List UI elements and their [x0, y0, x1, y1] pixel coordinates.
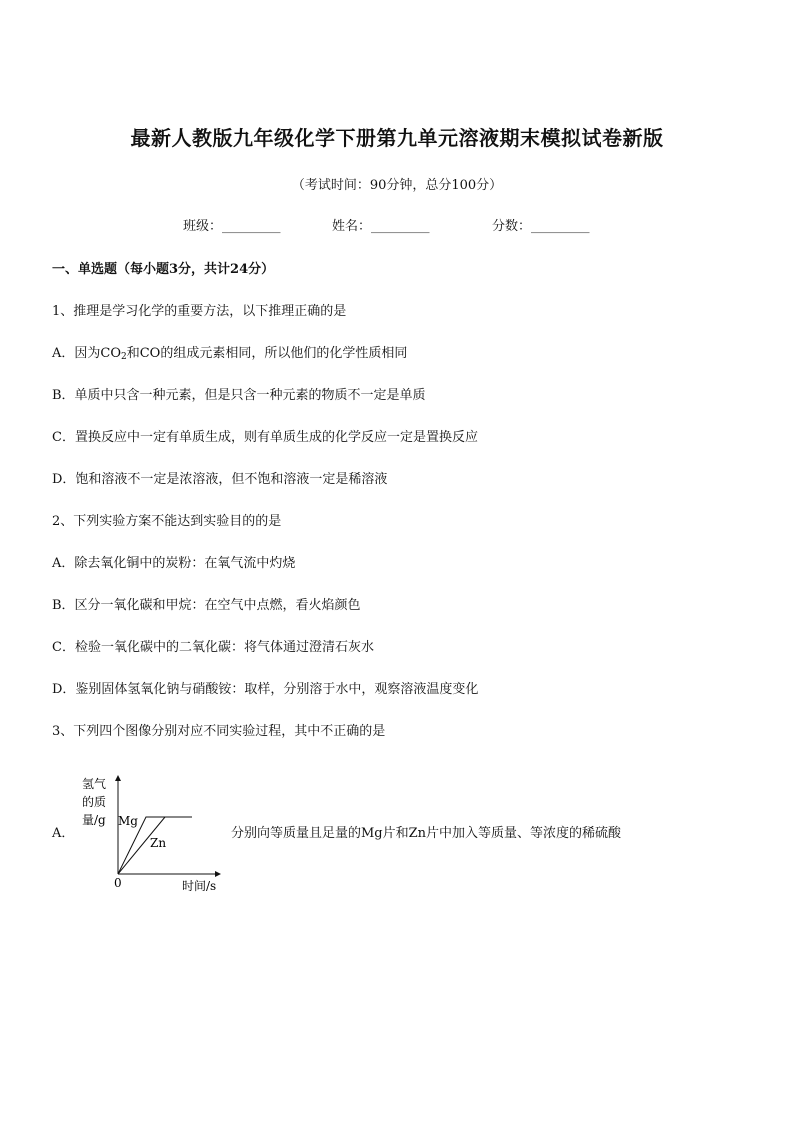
option-a-prefix: A．因为CO: [52, 346, 121, 361]
y-label-line1: 氢气: [82, 777, 107, 791]
question-1-option-d: D．饱和溶液不一定是浓溶液，但不饱和溶液一定是稀溶液: [52, 472, 388, 487]
question-1-option-b: B．单质中只含一种元素，但是只含一种元素的物质不一定是单质: [52, 388, 426, 403]
question-2-option-b: B．区分一氧化碳和甲烷：在空气中点燃，看火焰颜色: [52, 598, 361, 613]
x-label: 时间/s: [182, 879, 217, 893]
exam-subtitle: （考试时间：90分钟，总分100分）: [291, 178, 503, 193]
question-1-option-c: C．置换反应中一定有单质生成，则有单质生成的化学反应一定是置换反应: [52, 430, 478, 445]
question-1-option-a: [52, 342, 407, 362]
question-2-stem: 2、下列实验方案不能达到实验目的的是: [52, 514, 282, 529]
y-label-line3: 量/g: [82, 813, 106, 827]
zn-label: Zn: [150, 836, 167, 850]
section-title: 一、单选题（每小题3分，共计24分）: [52, 262, 275, 277]
question-3-stem: 3、下列四个图像分别对应不同实验过程，其中不正确的是: [52, 724, 386, 739]
mg-label: Mg: [118, 814, 138, 828]
y-label-line2: 的质: [82, 795, 107, 809]
question-3-option-a-label: A．: [52, 826, 75, 841]
question-2-option-d: D．鉴别固体氢氧化钠与硝酸铵：取样，分别溶于水中，观察溶液温度变化: [52, 682, 479, 697]
exam-title: 最新人教版九年级化学下册第九单元溶液期末模拟试卷新版: [130, 126, 664, 150]
class-field: 班级：_________: [183, 219, 281, 234]
question-2-option-a: A．除去氧化铜中的炭粉：在氧气流中灼烧: [52, 556, 296, 571]
score-field: 分数：_________: [492, 219, 590, 234]
name-field: 姓名：_________: [332, 219, 430, 234]
subscript-2: 2: [121, 352, 127, 362]
hydrogen-mass-graph: [76, 768, 226, 896]
question-1-stem: 1、推理是学习化学的重要方法，以下推理正确的是: [52, 304, 347, 319]
question-3-option-a-text: 分别向等质量且足量的Mg片和Zn片中加入等质量、等浓度的稀硫酸: [231, 826, 622, 841]
option-a-suffix: 和CO的组成元素相同，所以他们的化学性质相同: [126, 346, 408, 361]
origin-label: 0: [114, 876, 122, 890]
question-2-option-c: C．检验一氧化碳中的二氧化碳：将气体通过澄清石灰水: [52, 640, 374, 655]
